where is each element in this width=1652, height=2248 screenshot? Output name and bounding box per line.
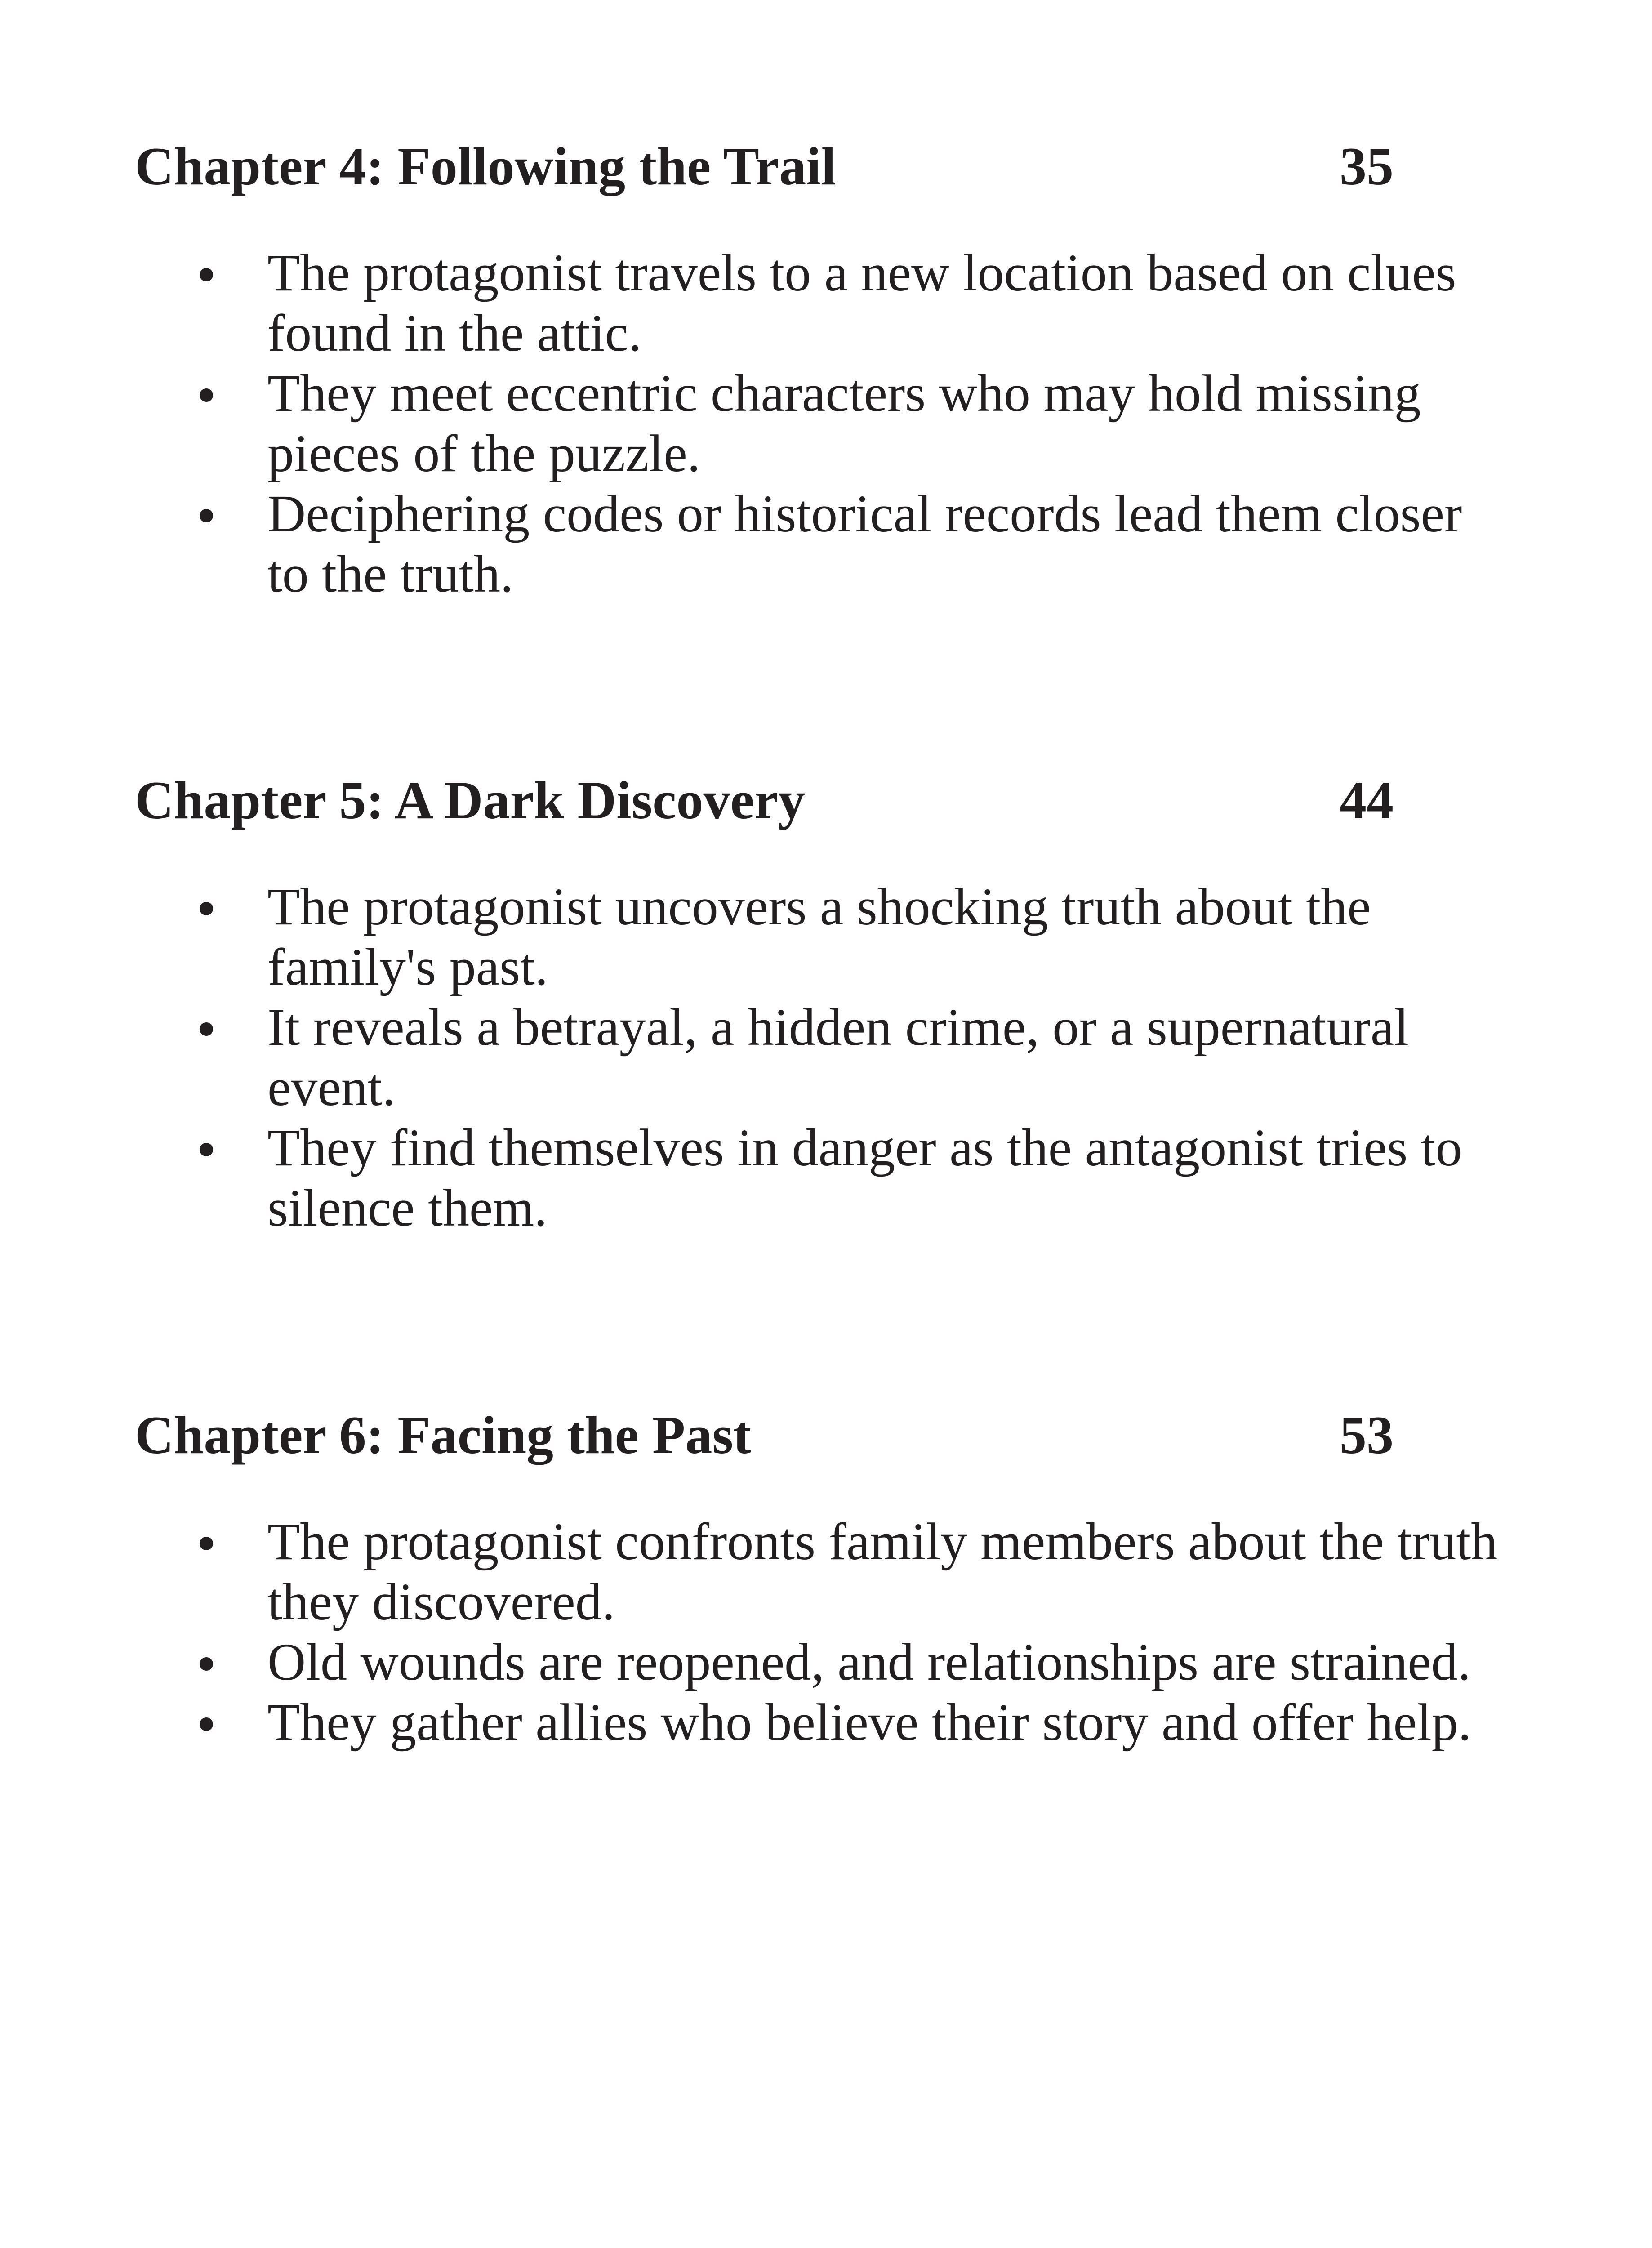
chapter-heading — [135, 130, 1394, 202]
bullet-icon — [200, 1537, 213, 1550]
bullet-item — [0, 1692, 1652, 1753]
chapter-page-number: 53 — [1340, 1405, 1394, 1465]
chapter-heading — [135, 1399, 1394, 1471]
bullet-text: Deciphering codes or historical records lead them closer to the truth. — [267, 484, 1462, 603]
bullet-text: The protagonist uncovers a shocking truth about the family's past. — [267, 877, 1371, 996]
chapter-title: Chapter 6: Facing the Past — [135, 1405, 751, 1465]
bullet-text: They find themselves in danger as the antagonist tries to silence them. — [267, 1118, 1462, 1237]
bullet-text: The protagonist travels to a new location based on clues found in the attic. — [267, 243, 1456, 362]
bullet-text: Old wounds are reopened, and relationships are strained. — [267, 1632, 1471, 1691]
bullet-item — [0, 1512, 1652, 1632]
bullet-text: They meet eccentric characters who may hold missing pieces of the puzzle. — [267, 364, 1421, 483]
bullet-icon — [200, 509, 213, 522]
bullet-icon — [200, 388, 213, 402]
chapter-page-number: 35 — [1340, 136, 1394, 196]
chapter-heading — [135, 764, 1394, 836]
bullet-icon — [200, 268, 213, 281]
bullet-list — [0, 877, 1652, 1238]
bullet-text: The protagonist confronts family members about the truth they discovered. — [267, 1512, 1498, 1631]
bullet-item — [0, 484, 1652, 604]
bullet-item — [0, 1632, 1652, 1692]
chapter-page-number: 44 — [1340, 770, 1394, 830]
bullet-list — [0, 243, 1652, 604]
bullet-item — [0, 1118, 1652, 1238]
bullet-icon — [200, 1022, 213, 1036]
bullet-list — [0, 1512, 1652, 1753]
bullet-item — [0, 363, 1652, 484]
bullet-icon — [200, 1717, 213, 1731]
chapter-title: Chapter 5: A Dark Discovery — [135, 770, 805, 830]
bullet-item — [0, 997, 1652, 1118]
bullet-item — [0, 243, 1652, 363]
bullet-icon — [200, 1657, 213, 1671]
bullet-text: They gather allies who believe their story and offer help. — [267, 1693, 1472, 1752]
bullet-icon — [200, 1143, 213, 1156]
chapter-title: Chapter 4: Following the Trail — [135, 136, 836, 196]
bullet-icon — [200, 902, 213, 915]
bullet-item — [0, 877, 1652, 997]
bullet-text: It reveals a betrayal, a hidden crime, or a supernatural event. — [267, 998, 1409, 1117]
